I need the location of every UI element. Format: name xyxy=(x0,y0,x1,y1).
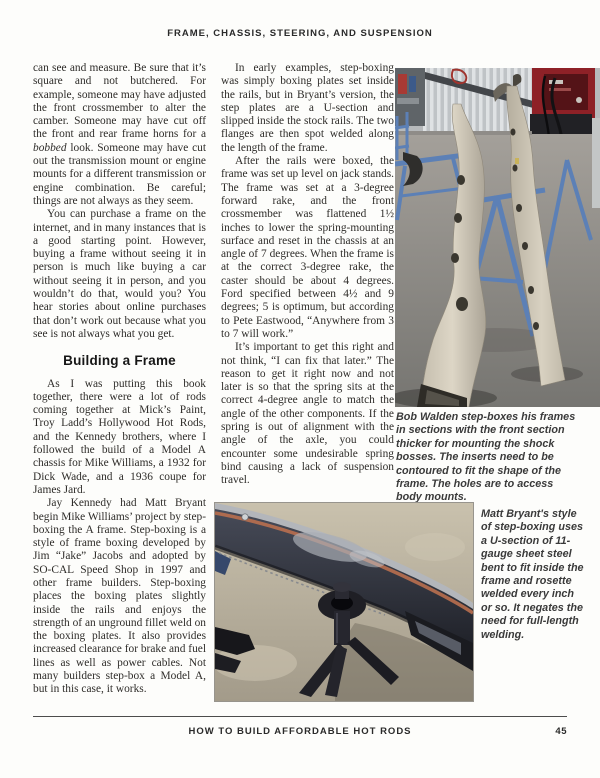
left-column xyxy=(33,62,206,697)
paragraph: Jay Kennedy had Matt Bryant begin Mike Williams’ project by step-boxing the A frame. Step-boxing is a style of frame boxing developed by Jim “Jake” Jacobs and adopted by SO-CAL Speed Shop in 1997 and other frame builders. Step-boxing places the boxing plates slightly inside the rails and enjoys the strength of an unground fillet weld on the boxing plates. It also provides increased clearance for brake and fuel lines as well as power cables. Not many builders step-box a Model A, but in this case, it works. xyxy=(33,497,206,696)
paragraph: In early examples, step-boxing was simply boxing plates set inside the rails, but in Bryant’s version, the step plates are a U-section and slipped inside the stock rails. The two flanges are then spot welded along the length of the frame. xyxy=(221,62,394,154)
footer-book-title: HOW TO BUILD AFFORDABLE HOT RODS xyxy=(188,726,412,737)
running-head: FRAME, CHASSIS, STEERING, AND SUSPENSION xyxy=(167,28,433,39)
photo-frame-rails-on-stands xyxy=(395,68,600,407)
caption-matt-bryant: Matt Bryant's style of step-boxing uses a U-section of 11-gauge sheet steel bent to fit inside the frame and rosette welded every inch or so. It negates the need for full-length welding. xyxy=(481,508,584,641)
frame-rails-photo-illustration xyxy=(395,68,600,407)
photo-rail-on-tripod xyxy=(215,503,473,701)
middle-paragraphs xyxy=(221,62,394,488)
rail-on-tripod-illustration xyxy=(215,503,473,701)
middle-column xyxy=(221,62,394,488)
section-heading: Building a Frame xyxy=(63,353,176,369)
paragraph: It’s important to get this right and not think, “I can fix that later.” The reason to get it right now and not later is so that the spring sits at the correct 4-degree angle to match the angle of the other components. If the spring is out of alignment with the angle of the axle, you could encounter some undesirable spring bind causing a lack of suspension travel. xyxy=(221,341,394,487)
footer-page-number: 45 xyxy=(555,726,567,737)
paragraph: can see and measure. Be sure that it’s square and not butchered. For example, someone may have adjusted the front crossmember to alter the camber. Someone may have cut off the front and rear frame horns for a bobbed look. Someone may have cut out the transmission mount or engine mounts for a different transmission or engine combination. Be careful; things are not always as they seem. xyxy=(33,62,206,207)
paragraph: You can purchase a frame on the internet, and in many instances that is a good starting point. However, buying a frame without seeing it in person is much like buying a car without seeing it in person, and you wouldn’t do that, would you? You hear stories about online purchases that don’t work out because what you see is not always what you get. xyxy=(33,208,206,340)
caption-bob-walden: Bob Walden step-boxes his frames in sections with the front section thicker for mounting the shock bosses. The inserts need to be contoured to fit the shape of the frame. The holes are to access body mounts. xyxy=(396,411,576,504)
footer-rule xyxy=(33,716,567,717)
paragraph: After the rails were boxed, the frame was set up level on jack stands. The frame was set at a 3-degree forward rake, and the front crossmember was flattened 1½ inches to lower the spring-mounting surface and reset in the chassis at an angle of 7 degrees. When the frame is at the correct 3-degree rake, the caster should be about 4 degrees. Ford specified between 4½ and 9 degrees; 5 is optimum, but according to Pete Eastwood, “Anywhere from 3 to 7 will work.” xyxy=(221,155,394,340)
left-paragraphs-bottom xyxy=(33,378,206,697)
paragraph: As I was putting this book together, there were a lot of rods coming together at Mick’s Paint, Troy Ladd’s Hollywood Hot Rods, and the Kennedy brothers, where I followed the build of a Model A chassis for Mike Williams, a 1932 for Dick Wade, and a 1936 coupe for James Jard. xyxy=(33,377,206,496)
left-paragraphs-top xyxy=(33,62,206,341)
